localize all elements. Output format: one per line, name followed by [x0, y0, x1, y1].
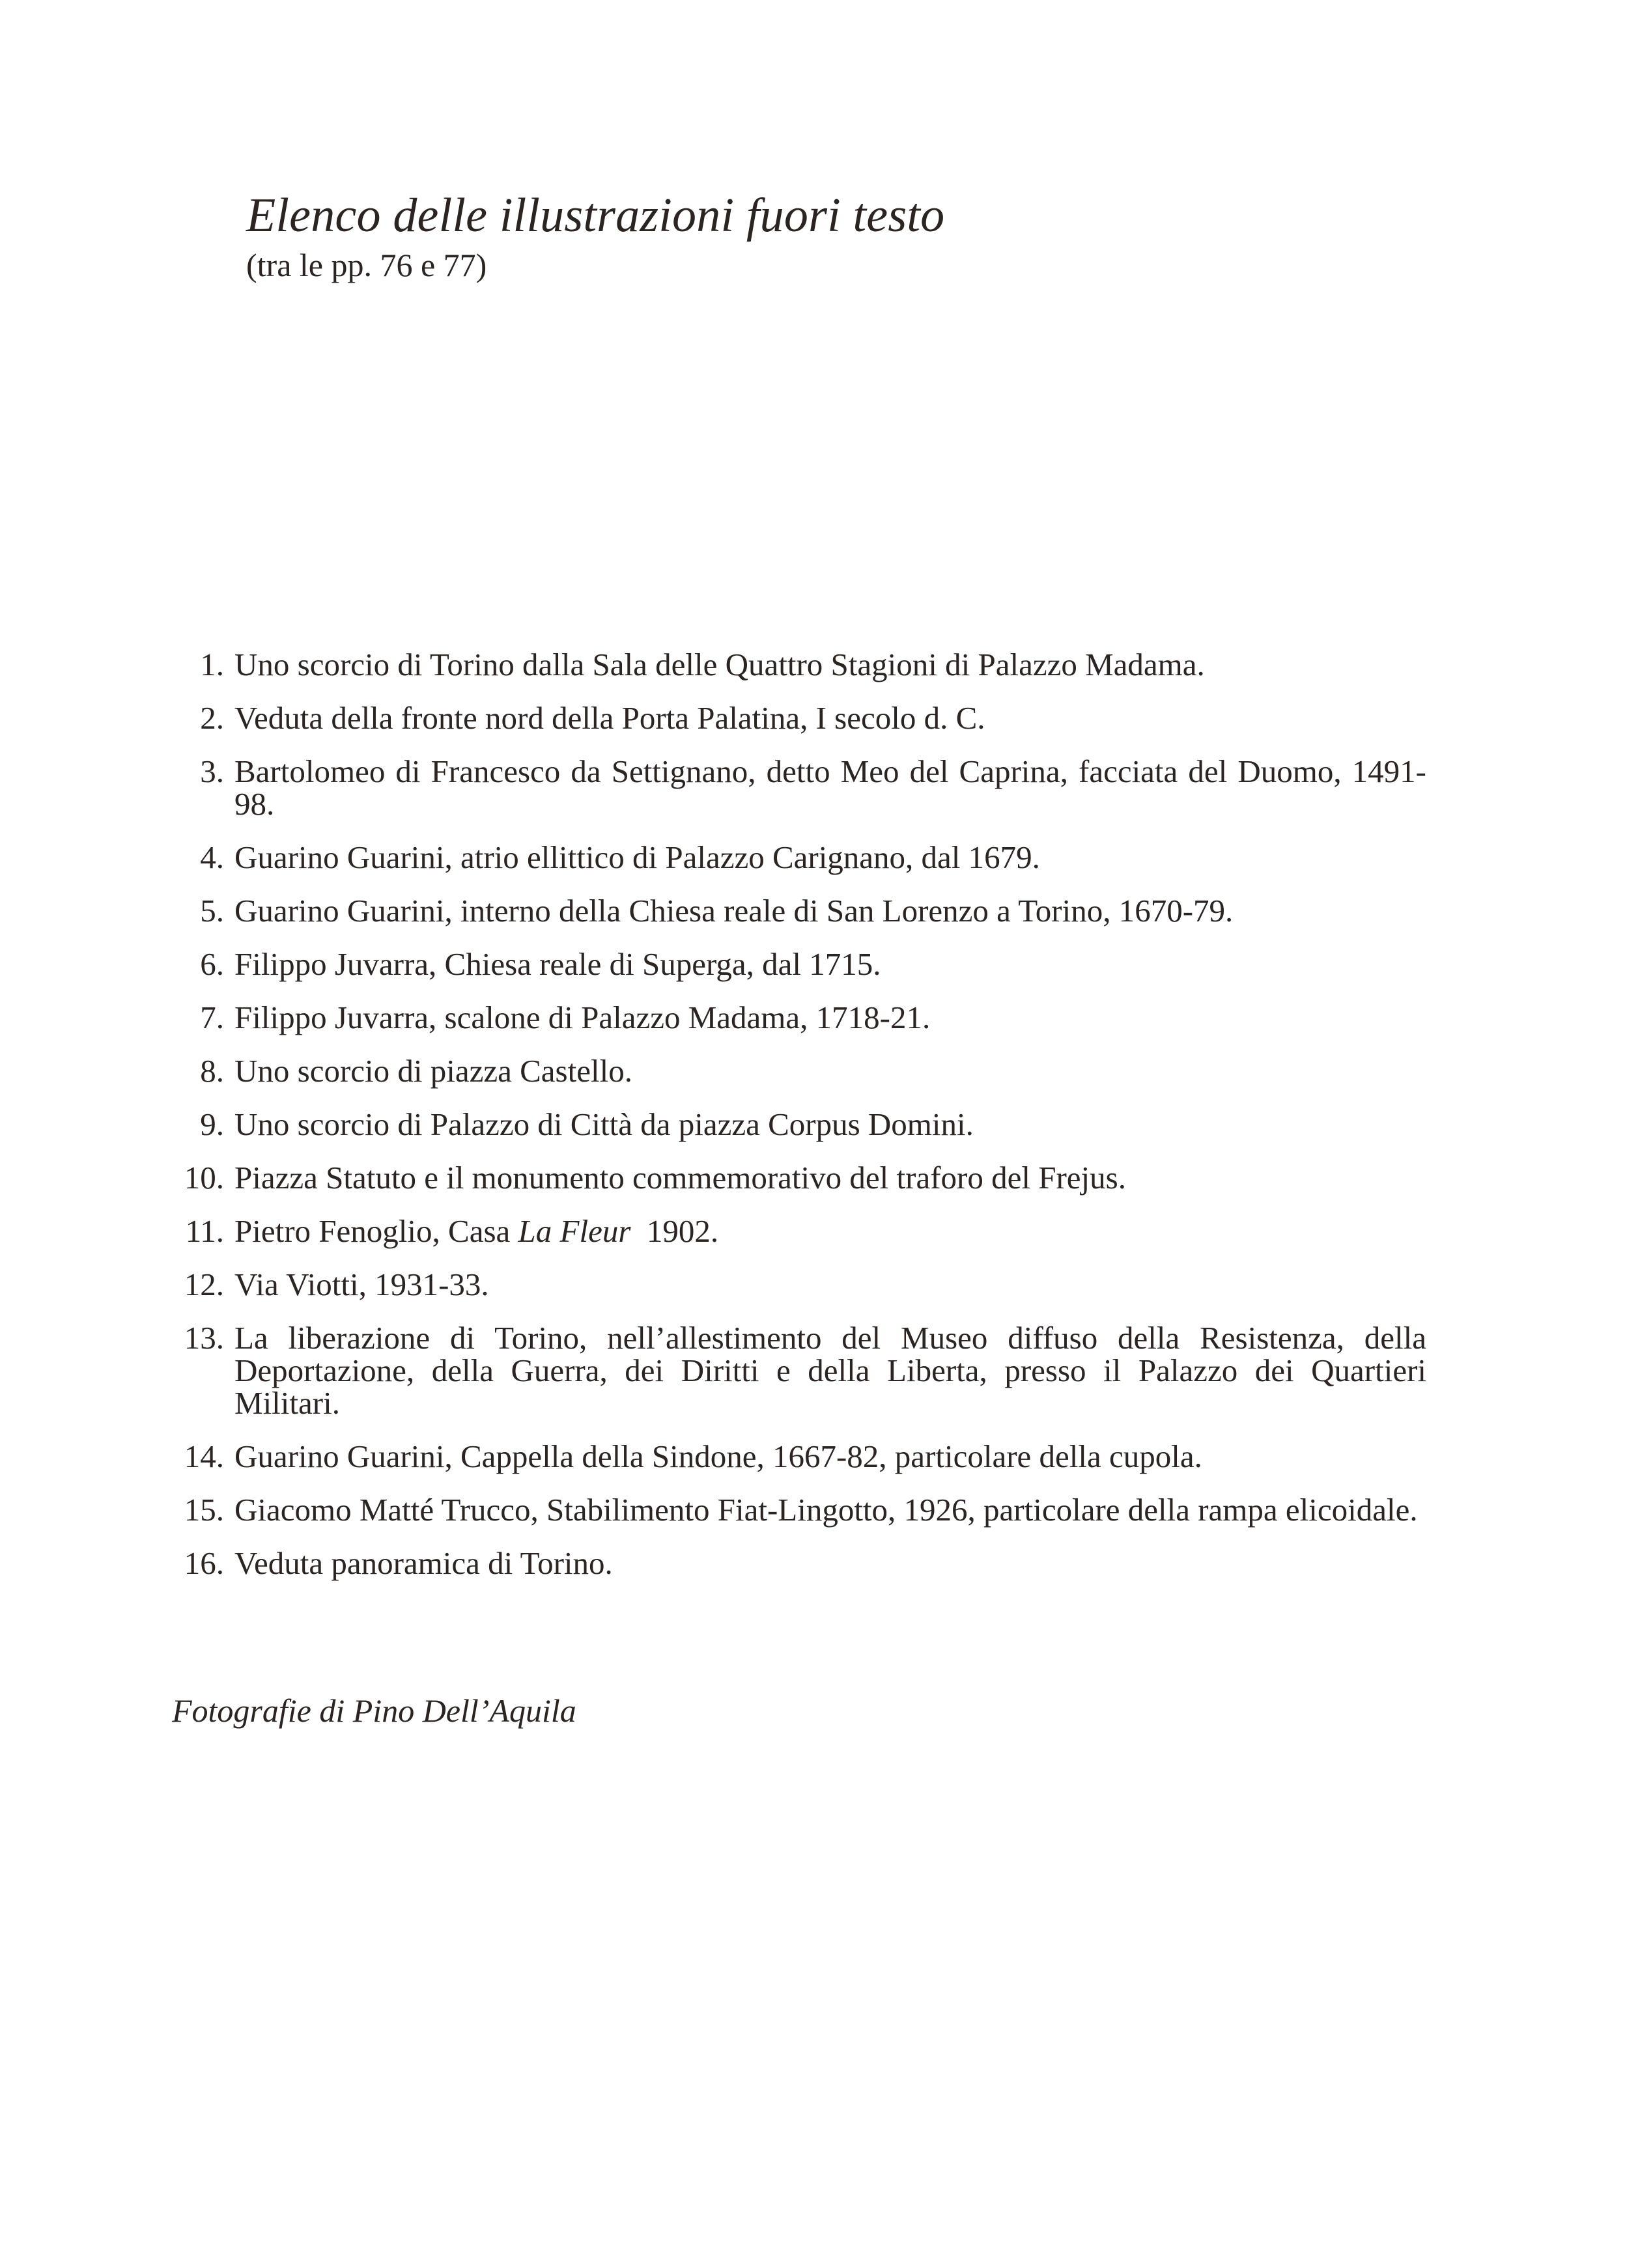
item-text: Uno scorcio di piazza Castello. — [234, 1053, 632, 1089]
item-text-before: Pietro Fenoglio, Casa — [234, 1213, 518, 1249]
item-number: 11. — [185, 1213, 224, 1249]
item-number: 3. — [200, 753, 224, 789]
page-subtitle: (tra le pp. 76 e 77) — [246, 247, 487, 283]
item-text: Filippo Juvarra, scalone di Palazzo Madama, 1718-21. — [234, 1000, 931, 1035]
item-number: 2. — [200, 700, 224, 736]
list-item — [150, 1494, 1426, 1526]
photo-credit: Fotografie di Pino Dell’Aquila — [172, 1692, 576, 1729]
list-item — [150, 895, 1426, 927]
item-text: Piazza Statuto e il monumento commemorativo del traforo del Frejus. — [234, 1160, 1126, 1196]
item-number: 5. — [200, 893, 224, 929]
item-text: Guarino Guarini, Cappella della Sindone, 1667-82, particolare della cupola. — [234, 1438, 1202, 1474]
item-number: 15. — [184, 1492, 224, 1528]
list-item — [150, 1547, 1426, 1580]
item-number: 10. — [184, 1160, 224, 1196]
item-text — [234, 1215, 1426, 1248]
item-text: Giacomo Matté Trucco, Stabilimento Fiat-Lingotto, 1926, particolare della rampa elicoidale. — [234, 1492, 1418, 1528]
list-item — [150, 1055, 1426, 1087]
item-text: Uno scorcio di Palazzo di Città da piazza Corpus Domini. — [234, 1106, 974, 1142]
item-text: Guarino Guarini, atrio ellittico di Palazzo Carignano, dal 1679. — [234, 839, 1040, 875]
item-text: Uno scorcio di Torino dalla Sala delle Quattro Stagioni di Palazzo Madama. — [234, 647, 1205, 682]
item-number: 9. — [200, 1106, 224, 1142]
list-item — [150, 1268, 1426, 1301]
item-text: Veduta panoramica di Torino. — [234, 1545, 613, 1581]
heading-block — [246, 186, 944, 285]
item-number: 6. — [200, 946, 224, 982]
item-number: 4. — [200, 839, 224, 875]
item-text: Bartolomeo di Francesco da Settignano, detto Meo del Caprina, facciata del Duomo, 1491-98. — [234, 753, 1426, 822]
item-number: 16. — [184, 1545, 224, 1581]
list-item — [150, 1322, 1426, 1420]
item-text-italic: La Fleur — [518, 1213, 631, 1249]
list-item — [150, 702, 1426, 735]
item-text: Guarino Guarini, interno della Chiesa reale di San Lorenzo a Torino, 1670-79. — [234, 893, 1234, 929]
list-item — [150, 755, 1426, 820]
item-number: 1. — [200, 647, 224, 682]
list-item — [150, 1108, 1426, 1141]
list-item — [150, 1162, 1426, 1194]
item-number: 13. — [184, 1320, 224, 1356]
item-number: 12. — [184, 1267, 224, 1302]
item-number: 14. — [184, 1438, 224, 1474]
list-item — [150, 841, 1426, 874]
item-text: Veduta della fronte nord della Porta Palatina, I secolo d. C. — [234, 700, 985, 736]
item-text: La liberazione di Torino, nell’allestimento del Museo diffuso della Resistenza, della Deportazione, della Guerra, dei Diritti e della Liberta, presso il Palazzo dei Quartieri Militari. — [234, 1320, 1426, 1421]
item-text: Filippo Juvarra, Chiesa reale di Superga, dal 1715. — [234, 946, 881, 982]
list-item — [150, 649, 1426, 681]
item-number: 7. — [200, 1000, 224, 1035]
list-item — [150, 1001, 1426, 1034]
list-item — [150, 1215, 1426, 1248]
item-text-after: 1902. — [630, 1213, 719, 1249]
list-item — [150, 948, 1426, 981]
list-item — [150, 1440, 1426, 1473]
item-text: Via Viotti, 1931-33. — [234, 1267, 489, 1302]
page-title: Elenco delle illustrazioni fuori testo — [246, 189, 945, 242]
illustrations-list — [150, 649, 1426, 1601]
item-number: 8. — [200, 1053, 224, 1089]
